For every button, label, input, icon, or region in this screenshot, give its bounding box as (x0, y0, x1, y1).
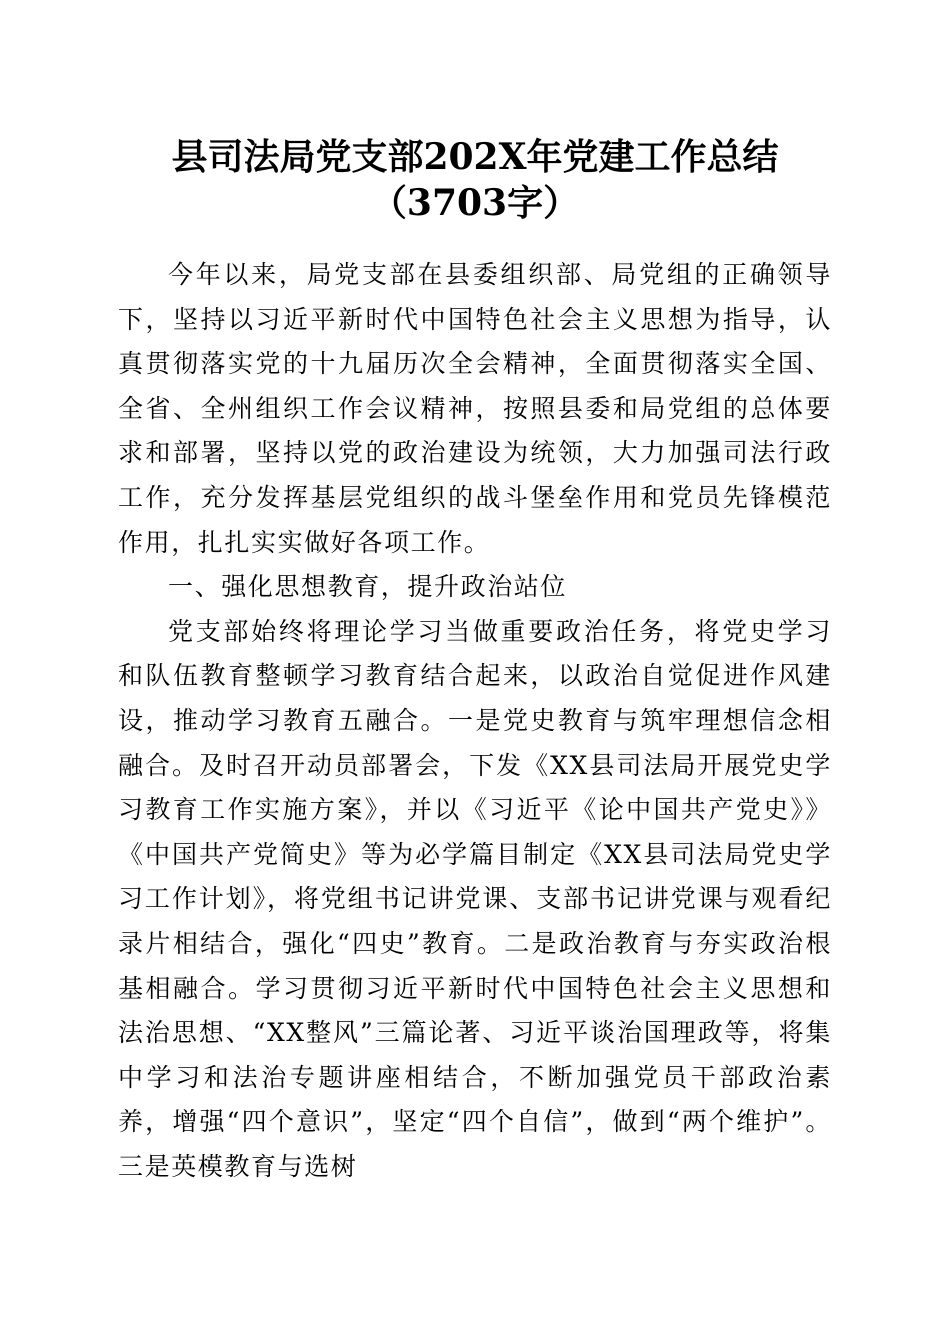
section-body-clip (118, 610, 832, 1181)
section-paragraph: 党支部始终将理论学习当做重要政治任务，将党史学习和队伍教育整顿学习教育结合起来，以政治自觉促进作风建设，推动学习教育五融合。一是党史教育与筑牢理想信念相融合。及时召开动员部署会，下发《XX县司法局开展党史学习教育工作实施方案》，并以《习近平《论中国共产党史》》《中国共产党简史》等为必学篇目制定《XX县司法局党史学习工作计划》，将党组书记讲党课、支部书记讲党课与观看纪录片相结合，强化“四史”教育。二是政治教育与夯实政治根基相融合。学习贯彻习近平新时代中国特色社会主义思想和法治思想、“XX整风”三篇论著、习近平谈治国理政等，将集中学习和法治专题讲座相结合，不断加强党员干部政治素养，增强“四个意识”，坚定“四个自信”，做到“两个维护”。三是英模教育与选树 (118, 616, 832, 1181)
document-title: 县司法局党支部202X年党建工作总结（3703字） (171, 136, 779, 224)
section-heading: 一、强化思想教育，提升政治站位 (168, 572, 568, 602)
intro-paragraph: 今年以来，局党支部在县委组织部、局党组的正确领导下，坚持以习近平新时代中国特色社会主义思想为指导，认真贯彻落实党的十九届历次全会精神，全面贯彻落实全国、全省、全州组织工作会议精神，按照县委和局党组的总体要求和部署，坚持以党的政治建设为统领，大力加强司法行政工作，充分发挥基层党组织的战斗堡垒作用和党员先锋模范作用，扎扎实实做好各项工作。 (118, 260, 832, 557)
document-body (118, 253, 832, 1181)
